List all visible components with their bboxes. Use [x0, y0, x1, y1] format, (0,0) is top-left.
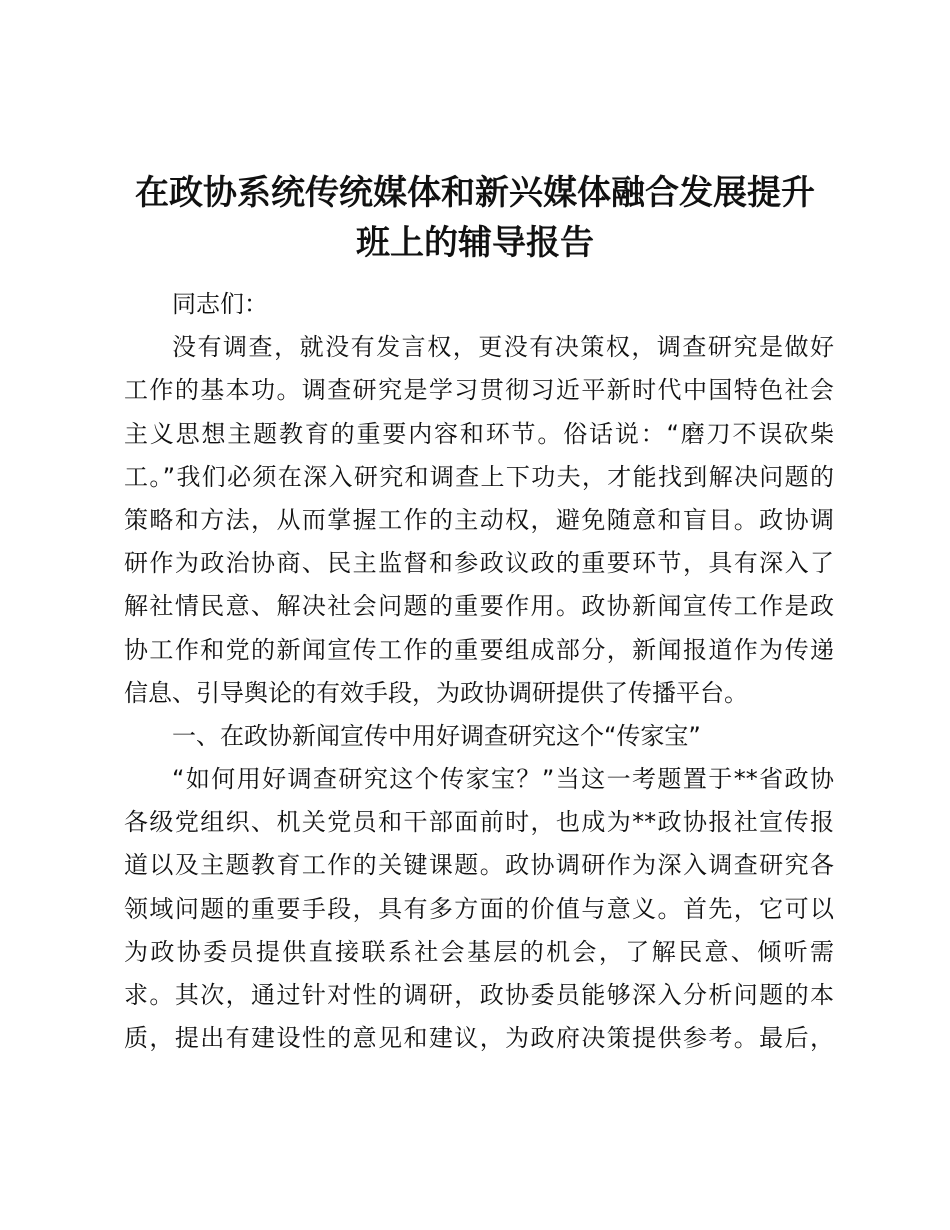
document-body [124, 283, 834, 1060]
text-line: 协工作和党的新闻宣传工作的重要组成部分，新闻报道作为传递 [124, 635, 834, 664]
text-line: 求。其次，通过针对性的调研，政协委员能够深入分析问题的本 [124, 981, 834, 1009]
salutation-line: 同志们： [172, 290, 268, 318]
text-line: 领域问题的重要手段，具有多方面的价值与意义。首先，它可以 [124, 894, 834, 923]
document-title [110, 168, 840, 268]
title-line-2: 班上的辅导报告 [356, 223, 594, 263]
text-line: 策略和方法，从而掌握工作的主动权，避免随意和盲目。政协调 [124, 505, 834, 534]
title-line-1: 在政协系统传统媒体和新兴媒体融合发展提升 [135, 173, 815, 213]
text-line: “如何用好调查研究这个传家宝？”当这一考题置于**省政协 [172, 765, 834, 794]
section-heading: 一、在政协新闻宣传中用好调查研究这个“传家宝” [172, 721, 701, 750]
text-line: 解社情民意、解决社会问题的重要作用。政协新闻宣传工作是政 [124, 592, 834, 621]
text-line: 工作的基本功。调查研究是学习贯彻习近平新时代中国特色社会 [124, 376, 834, 405]
text-line: 道以及主题教育工作的关键课题。政协调研作为深入调查研究各 [124, 851, 834, 880]
text-line: 信息、引导舆论的有效手段，为政协调研提供了传播平台。 [124, 678, 748, 707]
text-line: 研作为政治协商、民主监督和参政议政的重要环节，具有深入了 [124, 549, 834, 578]
text-line: 质，提出有建设性的意见和建议，为政府决策提供参考。最后， [124, 1024, 834, 1053]
text-line: 各级党组织、机关党员和干部面前时，也成为**政协报社宣传报 [124, 808, 834, 837]
text-line: 为政协委员提供直接联系社会基层的机会，了解民意、倾听需 [124, 937, 834, 966]
text-line: 没有调查，就没有发言权，更没有决策权，调查研究是做好 [172, 333, 834, 362]
text-line: 工。”我们必须在深入研究和调查上下功夫，才能找到解决问题的 [124, 462, 834, 491]
text-line: 主义思想主题教育的重要内容和环节。俗话说：“磨刀不误砍柴 [124, 419, 834, 448]
